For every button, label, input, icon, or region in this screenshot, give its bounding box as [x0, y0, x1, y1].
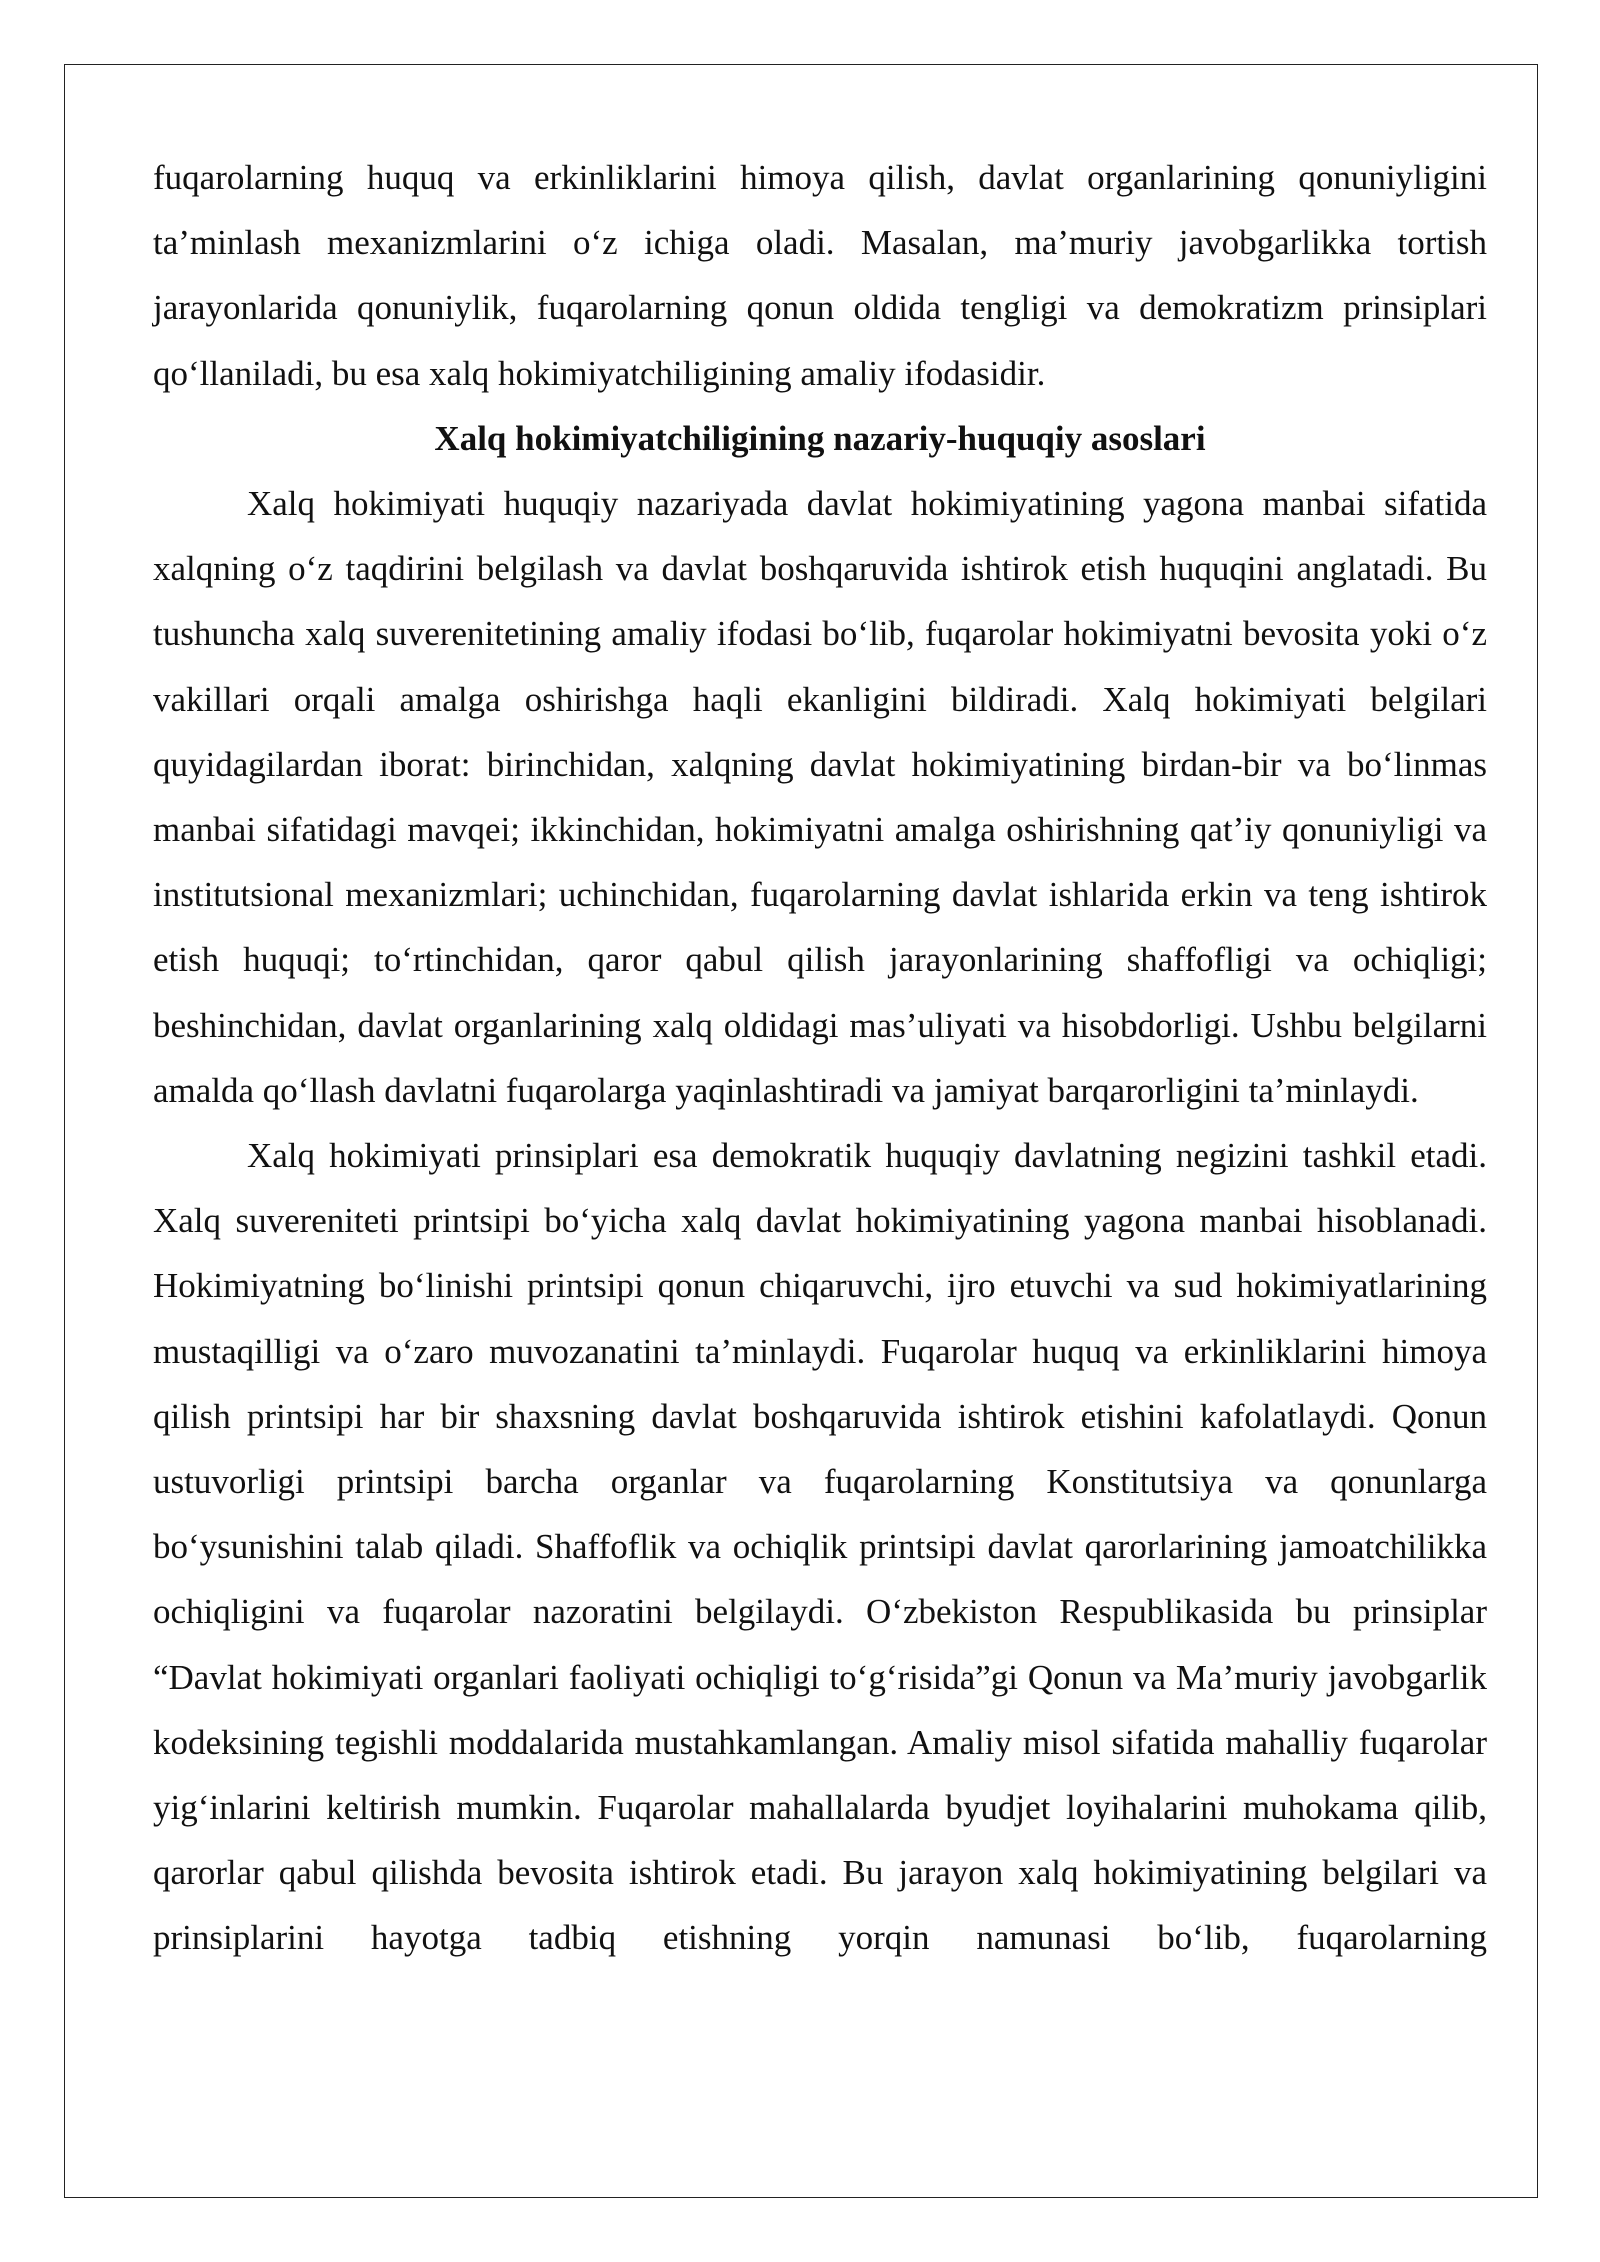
paragraph-1: Xalq hokimiyati huquqiy nazariyada davlat hokimiyatining yagona manbai sifatida xalqning o‘z taqdirini belgilash va davlat boshqaruvida ishtirok etish huquqini anglatadi. Bu tushuncha xalq suverenitetining amaliy ifodasi bo‘lib, fuqarolar hokimiyatni bevosita yoki o‘z vakillari orqali amalga oshirishga haqli ekanligini bildiradi. Xalq hokimiyati belgilari quyidagilardan iborat: birinchidan, xalqning davlat hokimiyatining birdan-bir va bo‘linmas manbai sifatidagi mavqei; ikkinchidan, hokimiyatni amalga oshirishning qat’iy qonuniyligi va institutsional mexanizmlari; uchinchidan, fuqarolarning davlat ishlarida erkin va teng ishtirok etish huquqi; to‘rtinchidan, qaror qabul qilish jarayonlarining shaffofligi va ochiqligi; beshinchidan, davlat organlarining xalq oldidagi mas’uliyati va hisobdorligi. Ushbu belgilarni amalda qo‘llash davlatni fuqarolarga yaqinlashtiradi va jamiyat barqarorligini ta’minlaydi. [153, 484, 1487, 1110]
section-heading: Xalq hokimiyatchiligining nazariy-huquqiy asoslari [434, 418, 1206, 458]
intro-paragraph: fuqarolarning huquq va erkinliklarini himoya qilish, davlat organlarining qonuniyligini ta’minlash mexanizmlarini o‘z ichiga oladi. Masalan, ma’muriy javobgarlikka tortish jarayonlarida qonuniylik, fuqarolarning qonun oldida tengligi va demokratizm prinsiplari qo‘llaniladi, bu esa xalq hokimiyatchiligining amaliy ifodasidir. [153, 158, 1487, 393]
document-body [153, 145, 1487, 1971]
paragraph-2: Xalq hokimiyati prinsiplari esa demokratik huquqiy davlatning negizini tashkil etadi. Xalq suvereniteti printsipi bo‘yicha xalq davlat hokimiyatining yagona manbai hisoblanadi. Hokimiyatning bo‘linishi printsipi qonun chiqaruvchi, ijro etuvchi va sud hokimiyatlarining mustaqilligi va o‘zaro muvozanatini ta’minlaydi. Fuqarolar huquq va erkinliklarini himoya qilish printsipi har bir shaxsning davlat boshqaruvida ishtirok etishini kafolatlaydi. Qonun ustuvorligi printsipi barcha organlar va fuqarolarning Konstitutsiya va qonunlarga bo‘ysunishini talab qiladi. Shaffoflik va ochiqlik printsipi davlat qarorlarining jamoatchilikka ochiqligini va fuqarolar nazoratini belgilaydi. O‘zbekiston Respublikasida bu prinsiplar “Davlat hokimiyati organlari faoliyati ochiqligi to‘g‘risida”gi Qonun va Ma’muriy javobgarlik kodeksining tegishli moddalarida mustahkamlangan. Amaliy misol sifatida mahalliy fuqarolar yig‘inlarini keltirish mumkin. Fuqarolar mahallalarda byudjet loyihalarini muhokama qilib, qarorlar qabul qilishda bevosita ishtirok etadi. Bu jarayon xalq hokimiyatining belgilari va prinsiplarini hayotga tadbiq etishning yorqin namunasi bo‘lib, fuqarolarning [153, 1136, 1487, 1958]
